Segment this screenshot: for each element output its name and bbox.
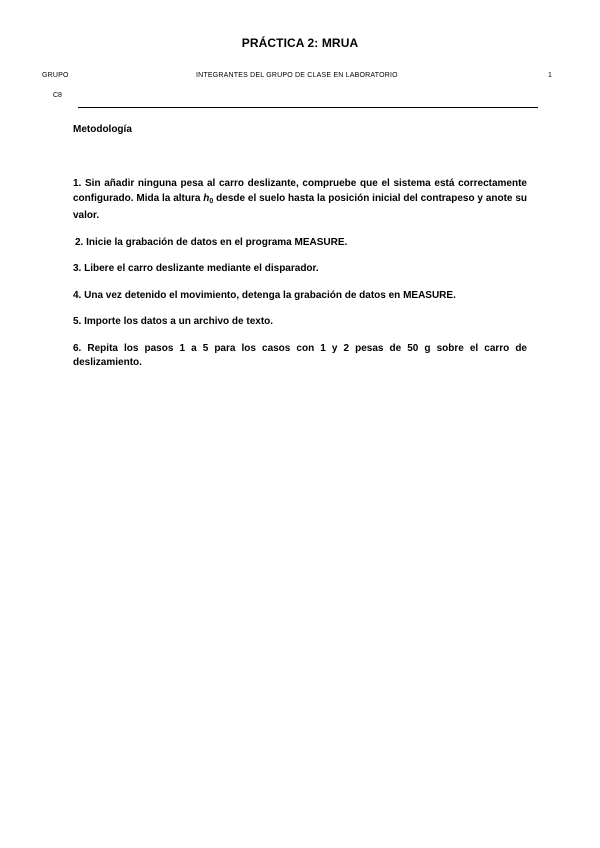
step-1-text-start: 1. Sin añadir ninguna pesa al carro deslizante, compruebe que el sistema está correctamente configurado. Mida la altura [73, 178, 527, 204]
section-heading: Metodología [73, 124, 132, 135]
header-divider [78, 107, 538, 108]
step-4: 4. Una vez detenido el movimiento, detenga la grabación de datos en MEASURE. [73, 289, 456, 301]
group-value: C8 [53, 92, 62, 99]
height-variable-subscript: 0 [209, 197, 214, 205]
step-2: 2. Inicie la grabación de datos en el programa MEASURE. [75, 236, 348, 248]
step-1-text-end: desde el suelo hasta la posición inicial del contrapeso y anote su valor. [73, 192, 528, 221]
step-5: 5. Importe los datos a un archivo de texto. [73, 316, 274, 327]
page-title: PRÁCTICA 2: MRUA [241, 36, 359, 50]
members-label: INTEGRANTES DEL GRUPO DE CLASE EN LABORATORIO [196, 72, 398, 79]
step-1 [73, 177, 527, 224]
step-3: 3. Libere el carro deslizante mediante el disparador. [73, 263, 319, 274]
height-variable: h [203, 192, 210, 204]
steps-list [73, 177, 527, 383]
step-6: 6. Repita los pasos 1 a 5 para los casos con 1 y 2 pesas de 50 g sobre el carro de deslizamiento. [73, 342, 527, 368]
page-number: 1 [548, 72, 553, 79]
group-label: GRUPO [42, 72, 69, 79]
